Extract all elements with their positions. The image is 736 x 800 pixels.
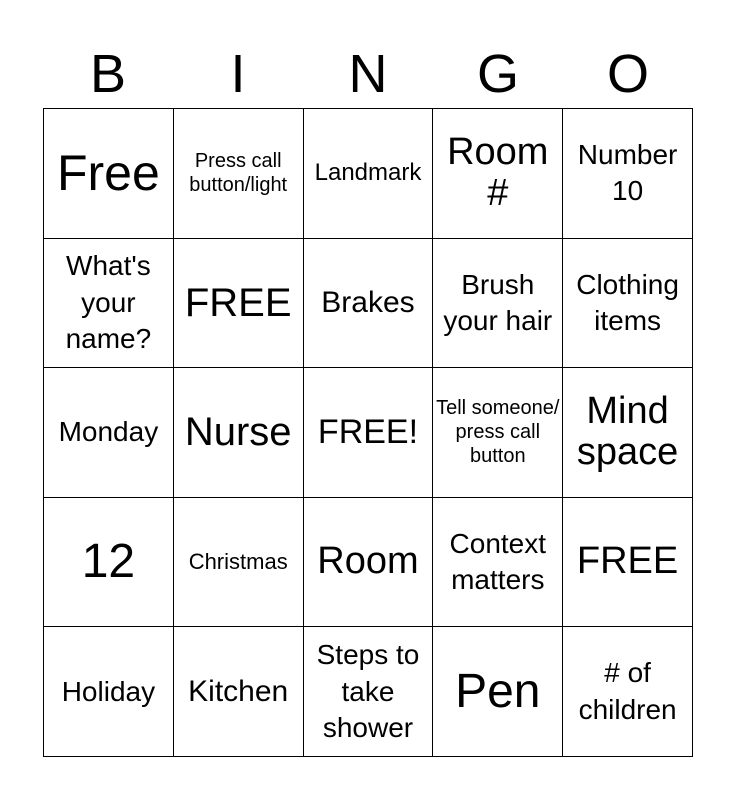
bingo-cell[interactable] [44,109,174,239]
bingo-cell[interactable] [563,109,693,239]
cell-text: FREE! [317,413,419,452]
bingo-cell[interactable] [304,627,434,757]
bingo-cell[interactable] [174,627,304,757]
bingo-cell[interactable] [433,498,563,628]
bingo-cell[interactable] [304,109,434,239]
cell-text: Context matters [449,527,547,596]
cell-text: FREE [184,280,292,325]
cell-text: Nurse [184,410,292,455]
cell-text: Tell someone/ press call button [436,397,560,468]
cell-text: Brush your hair [443,268,553,336]
cell-text: Landmark [314,158,422,186]
cell-text: Holiday [61,675,156,707]
bingo-cell[interactable] [433,239,563,369]
bingo-cell[interactable] [174,239,304,369]
cell-text: What's your name? [65,250,152,355]
bingo-cell[interactable] [433,368,563,498]
cell-text: Pen [455,664,541,718]
cell-text: Clothing items [576,268,679,336]
cell-text: Kitchen [188,674,289,708]
header-letter-g: G [476,44,519,104]
cell-text: Christmas [188,549,288,575]
bingo-board [43,108,693,757]
bingo-cell[interactable] [563,627,693,757]
bingo-cell[interactable] [433,109,563,239]
bingo-header [43,40,693,108]
cell-text: Room [317,540,419,583]
cell-text: Brakes [321,285,415,319]
bingo-cell[interactable] [563,498,693,628]
bingo-cell[interactable] [563,239,693,369]
bingo-cell[interactable] [44,627,174,757]
bingo-cell[interactable] [304,239,434,369]
cell-text: Room # [447,130,549,215]
bingo-cell[interactable] [304,498,434,628]
bingo-cell[interactable] [433,627,563,757]
bingo-cell[interactable] [563,368,693,498]
bingo-cell[interactable] [174,498,304,628]
bingo-cell[interactable] [304,368,434,498]
bingo-cell[interactable] [174,109,304,239]
cell-text: Mind space [576,389,679,474]
header-letter-n: N [348,44,388,104]
bingo-cell[interactable] [44,368,174,498]
cell-text: # of children [578,657,677,725]
cell-text: Monday [58,416,159,448]
header-letter-b: B [89,44,127,104]
bingo-cell[interactable] [174,368,304,498]
cell-text: 12 [81,535,136,589]
header-letter-o: O [606,44,649,104]
cell-text: Steps to take shower [316,639,420,743]
cell-text: FREE [576,540,679,583]
cell-text: Press call button/light [189,150,288,197]
cell-text: Number 10 [577,138,678,207]
header-letter-i: I [230,44,246,104]
bingo-cell[interactable] [44,239,174,369]
cell-text: Free [56,145,160,202]
bingo-cell[interactable] [44,498,174,628]
